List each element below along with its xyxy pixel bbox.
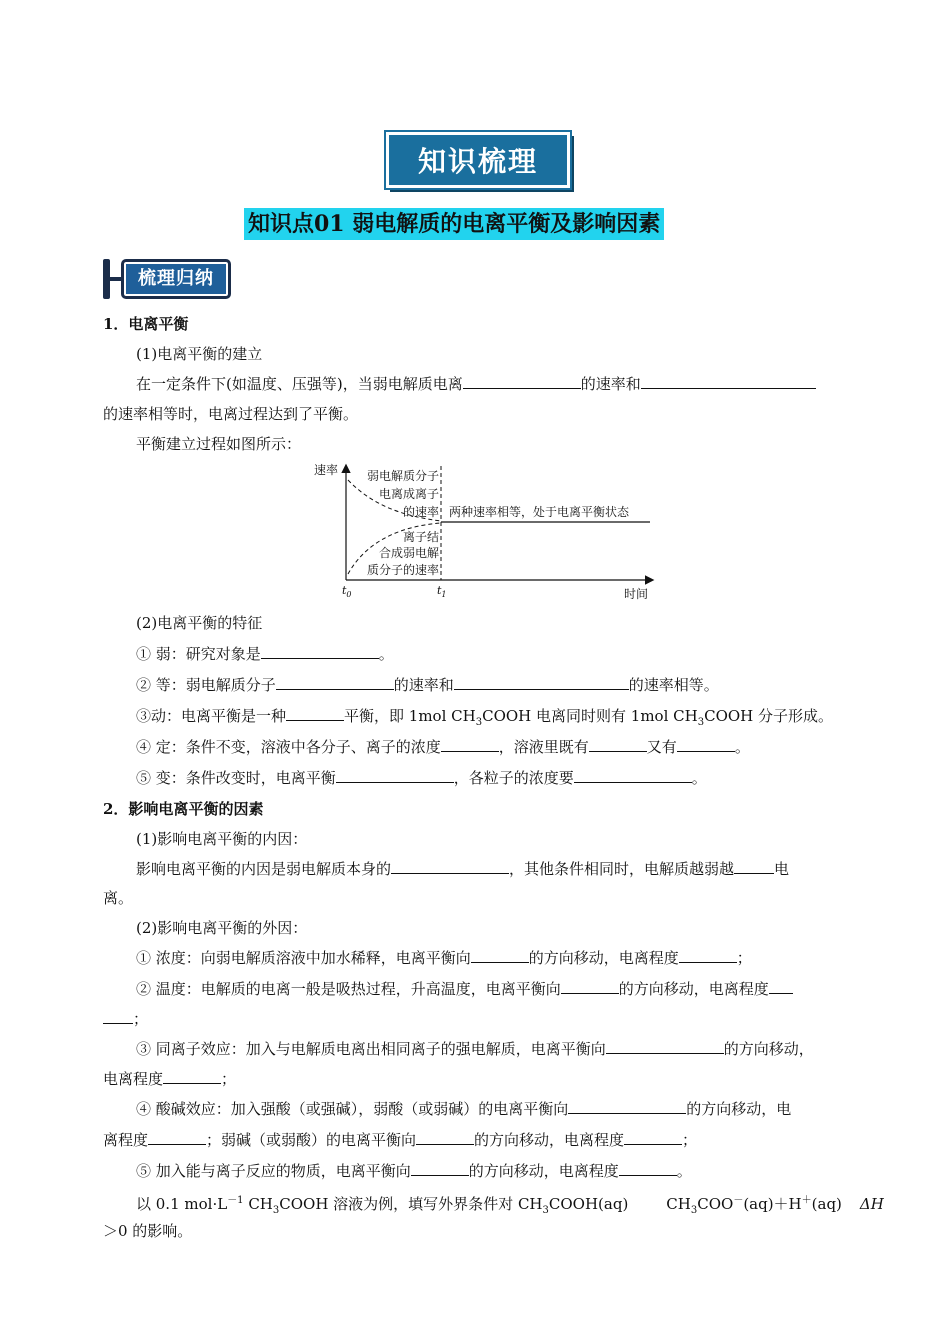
text: 。 [734, 738, 750, 756]
text: 的速率和 [393, 676, 454, 694]
text: 电 [774, 860, 790, 878]
upper-label-1: 弱电解质分子 [366, 469, 439, 483]
blank [463, 374, 581, 389]
s2-paragraph-1 [136, 858, 789, 880]
blank [677, 737, 735, 752]
text: ① 浓度：向弱电解质溶液中加水稀释，电离平衡向 [136, 949, 471, 967]
s1-sub1: (1)电离平衡的建立 [136, 345, 263, 363]
t0-label: $t_0$ [342, 584, 352, 599]
blank [276, 675, 394, 690]
equilibrium-diagram [312, 460, 657, 605]
superscript: －1 [227, 1195, 244, 1206]
knowledge-point-title: 知识点01 弱电解质的电离平衡及影响因素 [244, 208, 664, 240]
text: 。 [691, 769, 707, 787]
text: ； [736, 949, 752, 967]
text: (aq)＋H [743, 1195, 802, 1213]
feature-2 [136, 674, 719, 696]
blank [391, 859, 509, 874]
text: 离程度 [103, 1131, 149, 1149]
blank [574, 768, 692, 783]
text: ⑤ 加入能与离子反应的物质，电离平衡向 [136, 1162, 411, 1180]
delta-h: ΔH [859, 1195, 884, 1213]
s1-sub2: (2)电离平衡的特征 [136, 614, 263, 632]
subscript: 3 [475, 717, 483, 728]
blank [411, 1161, 469, 1176]
text: ⑤ 变：条件改变时，电离平衡 [136, 769, 336, 787]
external-factor-5 [136, 1160, 692, 1182]
blank [589, 737, 647, 752]
knowledge-banner [386, 132, 570, 188]
section-badge [103, 259, 231, 299]
s1-paragraph-1 [136, 373, 816, 395]
external-factor-1 [136, 947, 752, 969]
blank [606, 1039, 724, 1054]
superscript: － [733, 1195, 744, 1206]
text: ④ 酸碱效应：加入强酸（或强碱），弱酸（或弱碱）的电离平衡向 [136, 1100, 569, 1118]
text: 的方向移动，电离程度 [528, 949, 679, 967]
text: 以 0.1 mol·L [136, 1195, 228, 1213]
subscript: 3 [697, 717, 705, 728]
text: 影响电离平衡的内因是弱电解质本身的 [136, 860, 392, 878]
text: (aq) [811, 1195, 842, 1213]
example-equation-cont: ＞0 的影响。 [103, 1222, 193, 1240]
upper-label-2: 电离成离子 [378, 487, 439, 501]
s2-sub2: (2)影响电离平衡的外因： [136, 919, 308, 937]
blank [416, 1130, 474, 1145]
s2-paragraph-1-cont: 离。 [103, 889, 134, 907]
text: 的方向移动， [723, 1040, 814, 1058]
external-factor-3 [136, 1038, 814, 1060]
diagram-ylabel: 速率 [314, 463, 339, 477]
blank [454, 675, 629, 690]
text: ； [133, 1010, 149, 1028]
text: 又有 [646, 738, 677, 756]
blank [561, 979, 619, 994]
text: COO [697, 1195, 734, 1213]
blank [568, 1099, 686, 1114]
text: 的方向移动，电离程度 [618, 980, 769, 998]
external-factor-4 [136, 1098, 791, 1120]
blank [679, 948, 737, 963]
blank [103, 1009, 133, 1024]
banner-label: 知识梳理 [417, 145, 538, 178]
text: ，溶液里既有 [498, 738, 589, 756]
blank [471, 948, 529, 963]
blank [641, 374, 816, 389]
lower-label-1: 离子结 [402, 530, 439, 544]
text: ② 温度：电解质的电离一般是吸热过程，升高温度，电离平衡向 [136, 980, 561, 998]
blank [286, 706, 344, 721]
blank [769, 979, 793, 994]
lower-label-2: 合成弱电解 [378, 546, 439, 560]
feature-3 [136, 705, 833, 734]
text: COOH(aq) [548, 1195, 629, 1213]
blank [336, 768, 454, 783]
text: 。 [676, 1162, 692, 1180]
s1-paragraph-2: 平衡建立过程如图所示： [136, 435, 302, 453]
text: ；弱碱（或弱酸）的电离平衡向 [206, 1131, 417, 1149]
text: ③ 同离子效应：加入与电解质电离出相同离子的强电解质，电离平衡向 [136, 1040, 606, 1058]
blank [148, 1130, 206, 1145]
external-factor-2-cont [103, 1008, 148, 1030]
t1-label: $t_1$ [437, 584, 447, 599]
feature-1 [136, 643, 394, 665]
equilibrium-note: 两种速率相等，处于电离平衡状态 [449, 505, 630, 519]
text: ； [682, 1131, 698, 1149]
text: ① 弱：研究对象是 [136, 645, 261, 663]
external-factor-3-cont [103, 1068, 236, 1090]
external-factor-4-cont [103, 1129, 697, 1151]
external-factor-2 [136, 978, 793, 1000]
s2-sub1: (1)影响电离平衡的内因： [136, 830, 308, 848]
blank [261, 644, 379, 659]
text: COOH 分子形成。 [704, 707, 834, 725]
text: 的速率相等。 [628, 676, 719, 694]
text: COOH 电离同时则有 1mol CH [482, 707, 698, 725]
text: ； [221, 1070, 237, 1088]
text: 。 [378, 645, 394, 663]
example-equation [136, 1190, 884, 1222]
text: 的方向移动，电离程度 [474, 1131, 625, 1149]
blank [619, 1161, 677, 1176]
s1-paragraph-1-cont: 的速率相等时，电离过程达到了平衡。 [103, 405, 359, 423]
subscript: 3 [690, 1205, 698, 1216]
text: ③动：电离平衡是一种 [136, 707, 287, 725]
text: 的速率和 [580, 375, 641, 393]
section-1-heading: 1．电离平衡 [103, 315, 189, 333]
text: 的方向移动，电 [686, 1100, 792, 1118]
subscript: 3 [542, 1205, 549, 1216]
feature-5 [136, 767, 707, 789]
badge-label: 梳理归纳 [121, 259, 231, 299]
text: 平衡，即 1mol CH [344, 707, 476, 725]
text: ④ 定：条件不变，溶液中各分子、离子的浓度 [136, 738, 441, 756]
text: ，其他条件相同时，电解质越弱越 [509, 860, 735, 878]
text: ② 等：弱电解质分子 [136, 676, 276, 694]
feature-4 [136, 736, 750, 758]
text: 的方向移动，电离程度 [468, 1162, 619, 1180]
text: CH [666, 1195, 691, 1213]
diagram-xlabel: 时间 [624, 587, 649, 601]
blank [441, 737, 499, 752]
text: 电离程度 [103, 1070, 164, 1088]
text: 在一定条件下(如温度、压强等)，当弱电解质电离 [136, 375, 463, 393]
blank [734, 859, 774, 874]
text: ，各粒子的浓度要 [453, 769, 574, 787]
section-2-heading: 2．影响电离平衡的因素 [103, 800, 264, 818]
badge-hook [109, 277, 121, 281]
blank [163, 1069, 221, 1084]
lower-label-3: 质分子的速率 [366, 563, 439, 577]
subscript: 3 [272, 1205, 280, 1216]
superscript: ＋ [801, 1195, 812, 1206]
text: COOH 溶液为例，填写外界条件对 CH [279, 1195, 543, 1213]
text: CH [243, 1195, 273, 1213]
upper-label-3: 的速率 [402, 505, 439, 519]
blank [624, 1130, 682, 1145]
